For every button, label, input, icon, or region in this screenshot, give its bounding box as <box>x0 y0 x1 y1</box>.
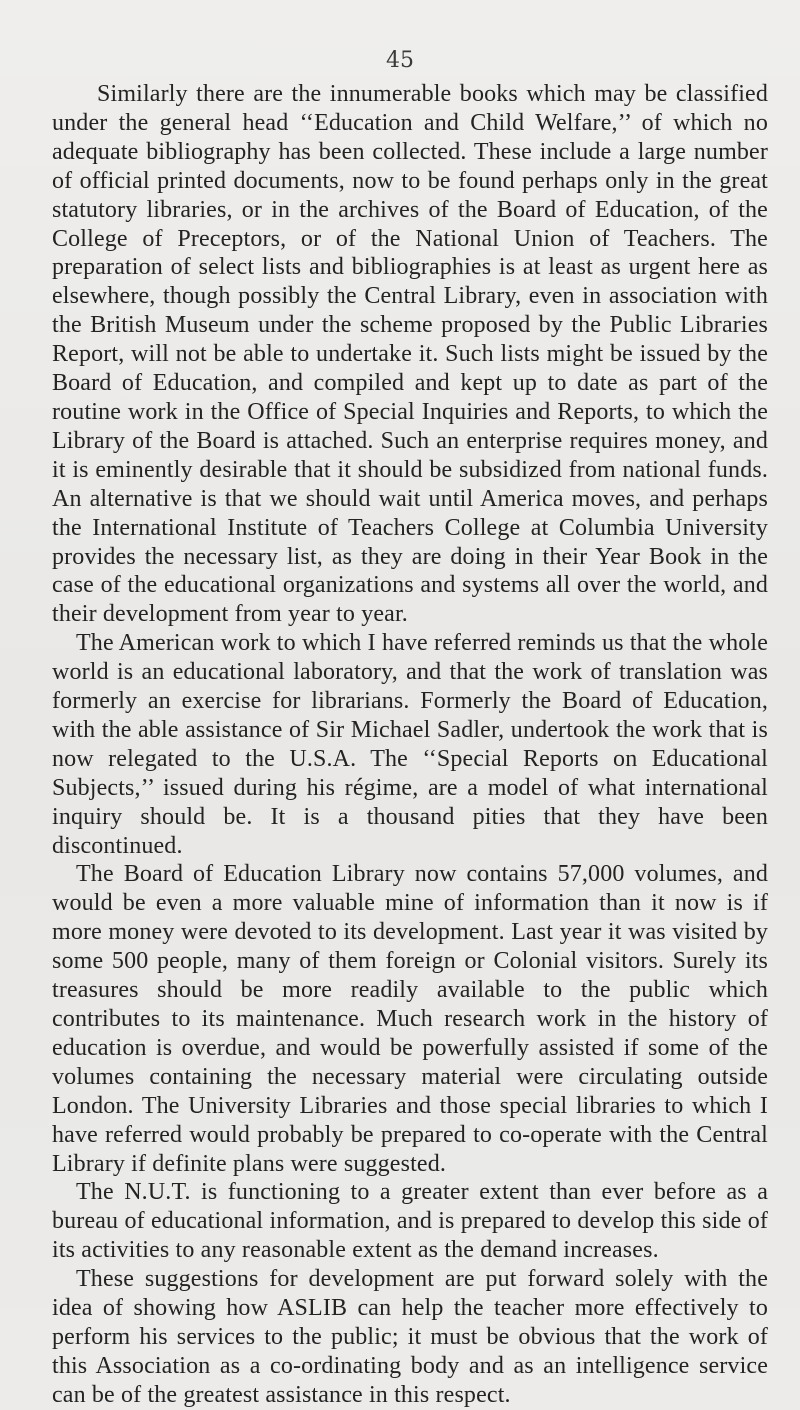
page-number: 45 <box>386 48 414 73</box>
body-text <box>52 80 768 1410</box>
paragraph-1: Similarly there are the innumerable books which may be classified under the general head ‘‘Education and Child Welfare,’’ of which no adequate bibliography has been collected. These include a large number of official printed documents, now to be found perhaps only in the great statutory libraries, or in the archives of the Board of Education, of the College of Preceptors, or of the National Union of Teachers. The preparation of select lists and bibliographies is at least as urgent here as elsewhere, though possibly the Central Library, even in association with the British Museum under the scheme proposed by the Public Libraries Report, will not be able to undertake it. Such lists might be issued by the Board of Education, and compiled and kept up to date as part of the routine work in the Office of Special Inquiries and Reports, to which the Library of the Board is attached. Such an enterprise requires money, and it is eminently desirable that it should be subsidized from national funds. An alternative is that we should wait until America moves, and perhaps the International Institute of Teachers College at Columbia University provides the necessary list, as they are doing in their Year Book in the case of the educational organizations and systems all over the world, and their development from year to year. <box>52 81 768 628</box>
paragraph-5: These suggestions for development are put forward solely with the idea of showing how ASLIB can help the teacher more effectively to perform his services to the public; it must be obvious that the work of this Association as a co-ordinating body and as an intelligence service can be of the greatest assistance in this respect. <box>52 1266 768 1408</box>
paragraph-3: The Board of Education Library now contains 57,000 volumes, and would be even a more valuable mine of information than it now is if more money were devoted to its development. Last year it was visited by some 500 people, many of them foreign or Colonial visitors. Surely its treasures should be more readily available to the public which contributes to its maintenance. Much research work in the history of education is overdue, and would be powerfully assisted if some of the volumes containing the necessary material were circulating outside London. The University Libraries and those special libraries to which I have referred would probably be prepared to co-operate with the Central Library if definite plans were suggested. <box>52 861 768 1177</box>
paragraph-4: The N.U.T. is functioning to a greater extent than ever before as a bureau of educational information, and is prepared to develop this side of its activities to any reasonable extent as the demand increases. <box>52 1179 768 1264</box>
paragraph-2: The American work to which I have referred reminds us that the whole world is an educational laboratory, and that the work of translation was formerly an exercise for librarians. Formerly the Board of Education, with the able assistance of Sir Michael Sadler, undertook the work that is now relegated to the U.S.A. The ‘‘Special Reports on Educational Subjects,’’ issued during his régime, are a model of what international inquiry should be. It is a thousand pities that they have been discontinued. <box>52 630 768 859</box>
